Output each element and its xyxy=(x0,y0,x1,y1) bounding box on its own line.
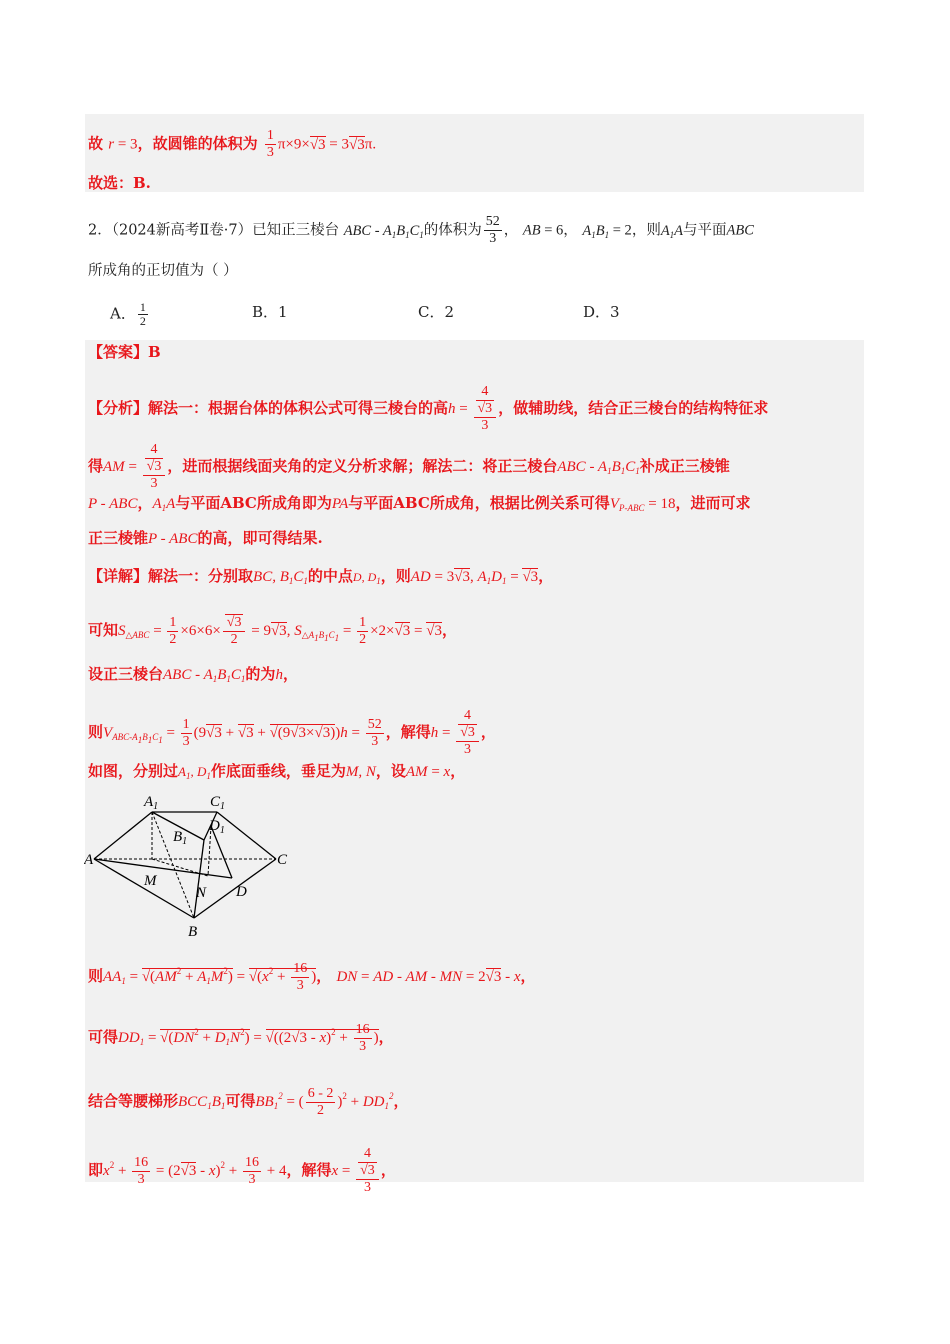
analysis-line-3: P - ABC，$A_1A$与平面ABC所成角即为PA与平面ABC所成角，根据比例关系可得$V_{P-ABC} = 18$，进而可求 xyxy=(88,494,751,513)
option-c[interactable]: C．2 xyxy=(418,303,455,321)
option-b[interactable]: B．1 xyxy=(252,303,288,321)
label-c1: $C_1$ xyxy=(210,794,226,812)
height-def-line: 设正三棱台ABC - $A_1B_1C_1$的为h， xyxy=(88,665,298,684)
option-d[interactable]: D．3 xyxy=(583,303,620,321)
area-line: 可知$S_{\triangle ABC}$ = $\frac{1}{2}$ ×6×6× $\frac{√3}{2}$ = 9√3, $S_{\triangle A_1B_1C_1}$ = $\frac{1}{2}$ ×2×√3 = √3， xyxy=(88,614,457,647)
label-c: C xyxy=(277,852,288,868)
label-b1: $B_1$ xyxy=(173,829,188,847)
option-a[interactable]: A． $\frac{1}{2}$ xyxy=(110,300,146,328)
trapezoid-line: 结合等腰梯形$BCC_1B_1$可得$BB_1^2$ = ( $\frac{6 - 2}{2}$ )$^2 + DD_1^2$， xyxy=(88,1085,409,1118)
label-d1: $D_1$ xyxy=(209,818,225,836)
frustum-figure xyxy=(84,790,304,940)
aa1-line: 则$AA_1 = √(AM^2 + A_1M^2) = √(x^2$ + $\frac{16}{3}$ )， DN = AD - AM - MN = 2√3 - x， xyxy=(88,961,536,994)
analysis-line-4: 正三棱锥P - ABC的高，即可得结果. xyxy=(88,529,323,547)
label-n: N xyxy=(196,885,207,901)
choice-line: 故选：B. xyxy=(88,174,151,192)
question-line-2: 所成角的正切值为（ ） xyxy=(88,263,238,279)
figure-intro-line: 如图，分别过$A_1$, $D_1$作底面垂线，垂足为M, N，设AM = x， xyxy=(88,762,466,781)
label-m: M xyxy=(144,873,157,889)
label-a: A xyxy=(84,852,94,868)
label-b: B xyxy=(188,924,198,940)
label-d: D xyxy=(236,884,247,900)
answer-label: 【答案】B xyxy=(88,343,161,361)
dd1-line: 可得$DD_1 = √(DN^2 + D_1N^2) = √((2√3 - x)^2$ + $\frac{16}{3}$ )， xyxy=(88,1022,394,1055)
question-line-1: 2．（2024新高考Ⅱ卷·7）已知正三棱台 ABC - $A_1B_1C_1$的体积为 $\frac{52}{3}$ ， AB = 6， $A_1B_1 = 2$，则$A_1A$与平面ABC xyxy=(88,214,754,246)
detail-line-1: 【详解】解法一：分别取BC, $B_1C_1$的中点D, $D_1$，则AD = 3√3, $A_1D_1 = √3$， xyxy=(88,567,554,586)
volume-eq-line: 则$V_{ABC-A_1B_1C_1}$ = $\frac{1}{3}$ (9√3 + √3 + √(9√3×√3))h = $\frac{52}{3}$ ，解得h = 4 √3 3 ， xyxy=(88,708,496,757)
final-eq-line: 即$x^2$ + $\frac{16}{3}$ = (2√3 - x)$^2$ + $\frac{16}{3}$ + 4，解得x = 4 √3 3 ， xyxy=(88,1146,396,1195)
analysis-line-1: 【分析】解法一：根据台体的体积公式可得三棱台的高h = 4 √3 3 ，做辅助线，结合正三棱台的结构特征求 xyxy=(88,384,769,433)
label-a1: $A_1$ xyxy=(144,794,159,812)
analysis-line-2: 得AM = 4 √3 3 ，进而根据线面夹角的定义分析求解；解法二：将正三棱台ABC - $A_1B_1C_1$补成正三棱锥 xyxy=(88,442,730,491)
volume-line: 故 r = 3，故圆锥的体积为 $\frac{1}{3}$ π×9×√3 = 3√3π. xyxy=(88,128,377,160)
